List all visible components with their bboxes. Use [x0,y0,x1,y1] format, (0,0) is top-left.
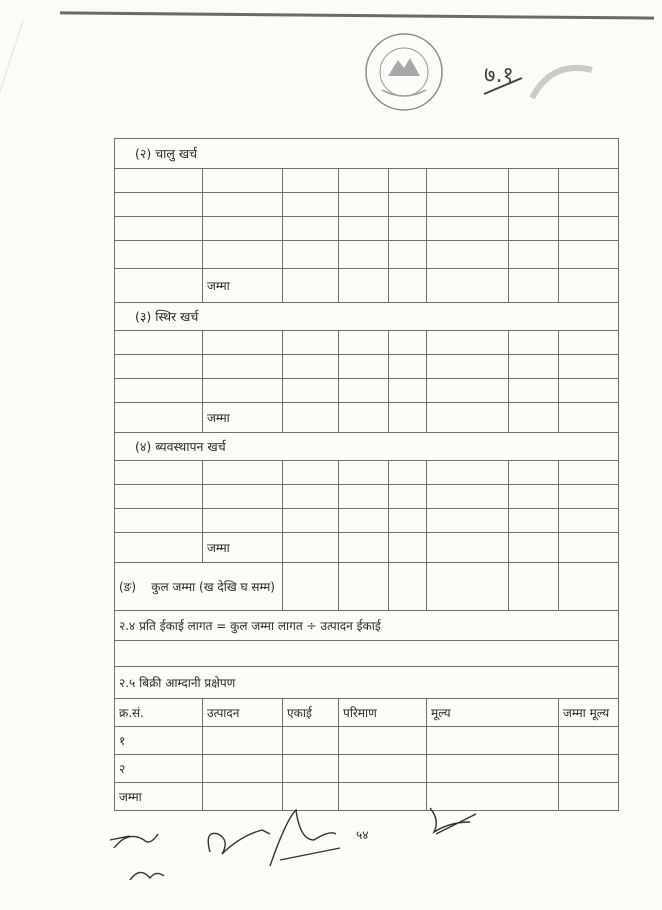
total-row [115,533,619,563]
table-row [115,217,619,241]
total-label: जम्मा [203,403,283,433]
total-label: जम्मा [203,533,283,563]
total-row [115,269,619,303]
table-row [115,485,619,509]
signature-1 [110,834,158,848]
table-row [115,461,619,485]
page-number: ५४ [356,828,369,842]
page-top-edge [60,11,654,19]
sales-header-row [115,699,619,727]
approval-signature [482,50,602,110]
section-fixed-expense: (३) स्थिर खर्च [115,303,619,331]
page-fold-mark [0,20,74,110]
table-row [115,193,619,217]
section-row [115,433,619,461]
cost-form-table [114,138,619,811]
total-row [115,403,619,433]
table-row [115,355,619,379]
section-row [115,303,619,331]
sales-row-number: १ [115,727,203,755]
table-row [115,379,619,403]
sales-header-price: मूल्य [427,699,559,727]
table-row [115,641,619,667]
table-row [115,241,619,269]
signature-5 [430,808,476,834]
sales-header-total-value: जम्मा मूल्य [559,699,619,727]
table-row [115,169,619,193]
sales-row-number: २ [115,755,203,783]
total-label: जम्मा [203,269,283,303]
sales-header-unit: एकाई [283,699,339,727]
section-row [115,139,619,169]
section-current-expense: (२) चालु खर्च [115,139,619,169]
signature-3 [208,830,270,854]
signature-2 [130,872,164,880]
grand-total-letter: (ङ) [119,579,137,594]
grand-total-cell [115,563,283,611]
sales-header-sn: क्र.सं. [115,699,203,727]
office-seal [362,30,446,114]
sales-header-product: उत्पादन [203,699,283,727]
section-row [115,611,619,641]
signature-4 [270,810,340,866]
signatures [100,800,520,900]
grand-total-row [115,563,619,611]
table-row [115,509,619,533]
sales-total-label: जम्मा [115,783,203,811]
sales-projection-title: २.५ बिक्री आम्दानी प्रक्षेपण [115,667,619,699]
section-management-expense: (४) ब्यवस्थापन खर्च [115,433,619,461]
unit-cost-formula: २.४ प्रति ईकाई लागत = कुल जम्मा लागत ÷ उत्पादन ईकाई [115,611,619,641]
section-row [115,667,619,699]
table-row [115,727,619,755]
table-row [115,755,619,783]
table-row [115,331,619,355]
stamp-note: ७.१ [484,63,514,88]
grand-total-label: कुल जम्मा (ख देखि घ सम्म) [151,579,275,594]
sales-header-quantity: परिमाण [339,699,427,727]
